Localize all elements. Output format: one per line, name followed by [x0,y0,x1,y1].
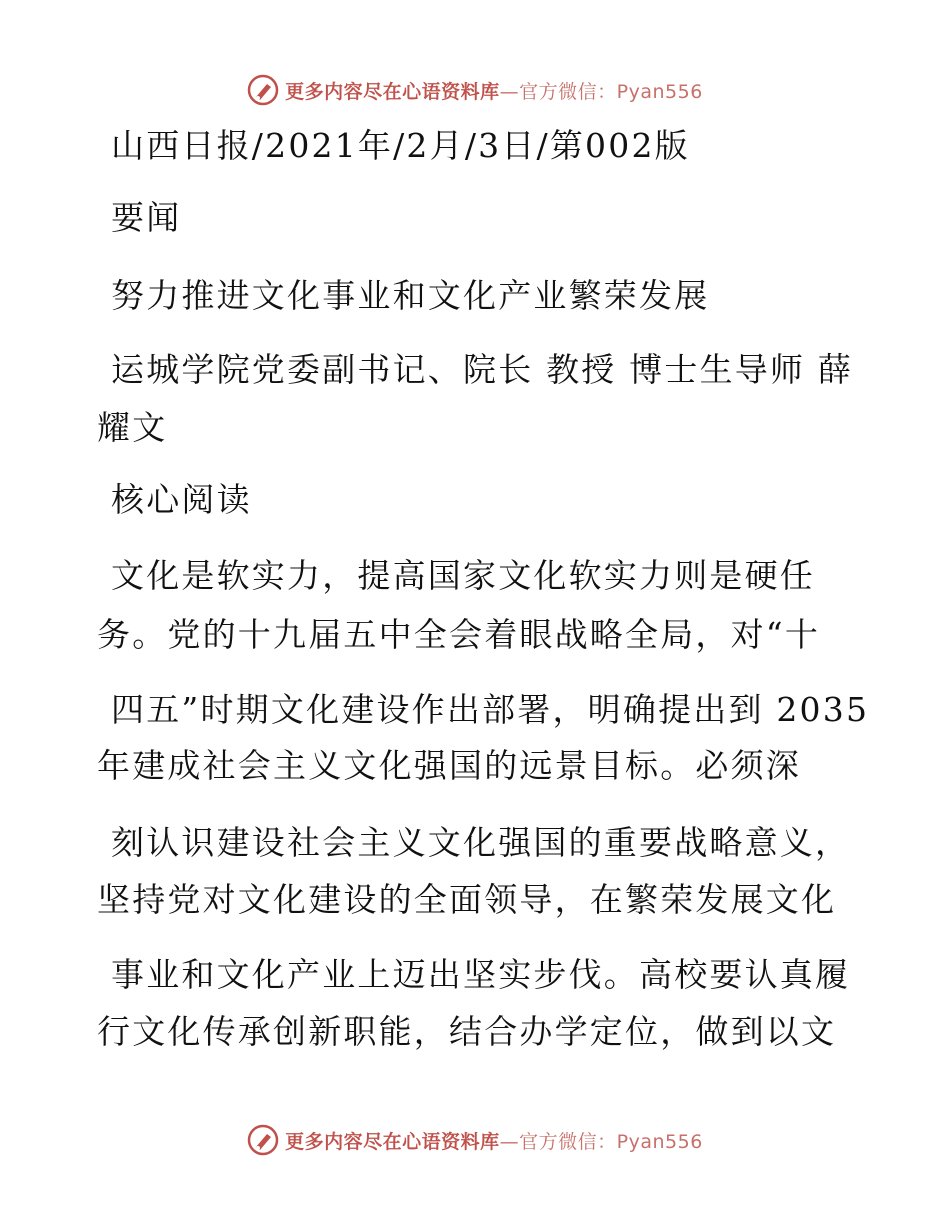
article-title: 努力推进文化事业和文化产业繁荣发展 [111,276,710,315]
body-text-line: 年建成社会主义文化强国的远景目标。必须深 [97,746,801,785]
body-text-line: 文化是软实力，提高国家文化软实力则是硬任 [111,556,815,595]
watermark-brand: 更多内容尽在心语资料库 [285,1130,500,1153]
footer-watermark [0,1120,950,1160]
author-byline-line-2: 耀文 [97,408,168,447]
pen-nib-logo-icon [247,1124,279,1156]
section-label: 要闻 [111,198,182,237]
header-watermark [0,70,950,110]
watermark-text [285,1127,703,1154]
watermark-contact: 官方微信：Pyan556 [519,80,703,103]
watermark-separator: — [499,1130,520,1153]
body-text-line: 四五”时期文化建设作出部署，明确提出到 2035 [111,690,870,729]
watermark-contact: 官方微信：Pyan556 [519,1130,703,1153]
body-text-line: 坚持党对文化建设的全面领导，在繁荣发展文化 [97,880,837,919]
body-text-line: 务。党的十九届五中全会着眼战略全局，对“十 [97,615,821,654]
subheading-core-reading: 核心阅读 [111,480,252,519]
body-text-line: 行文化传承创新职能，结合办学定位，做到以文 [97,1012,837,1051]
watermark-separator: — [499,80,520,103]
body-text-line: 刻认识建设社会主义文化强国的重要战略意义， [111,823,851,862]
document-source-line: 山西日报/2021年/2月/3日/第002版 [111,126,690,165]
watermark-brand: 更多内容尽在心语资料库 [285,80,500,103]
pen-nib-logo-icon [247,74,279,106]
body-text-line: 事业和文化产业上迈出坚实步伐。高校要认真履 [111,955,851,994]
author-byline-line-1: 运城学院党委副书记、院长 教授 博士生导师 薛 [111,350,854,389]
watermark-text [285,77,703,104]
